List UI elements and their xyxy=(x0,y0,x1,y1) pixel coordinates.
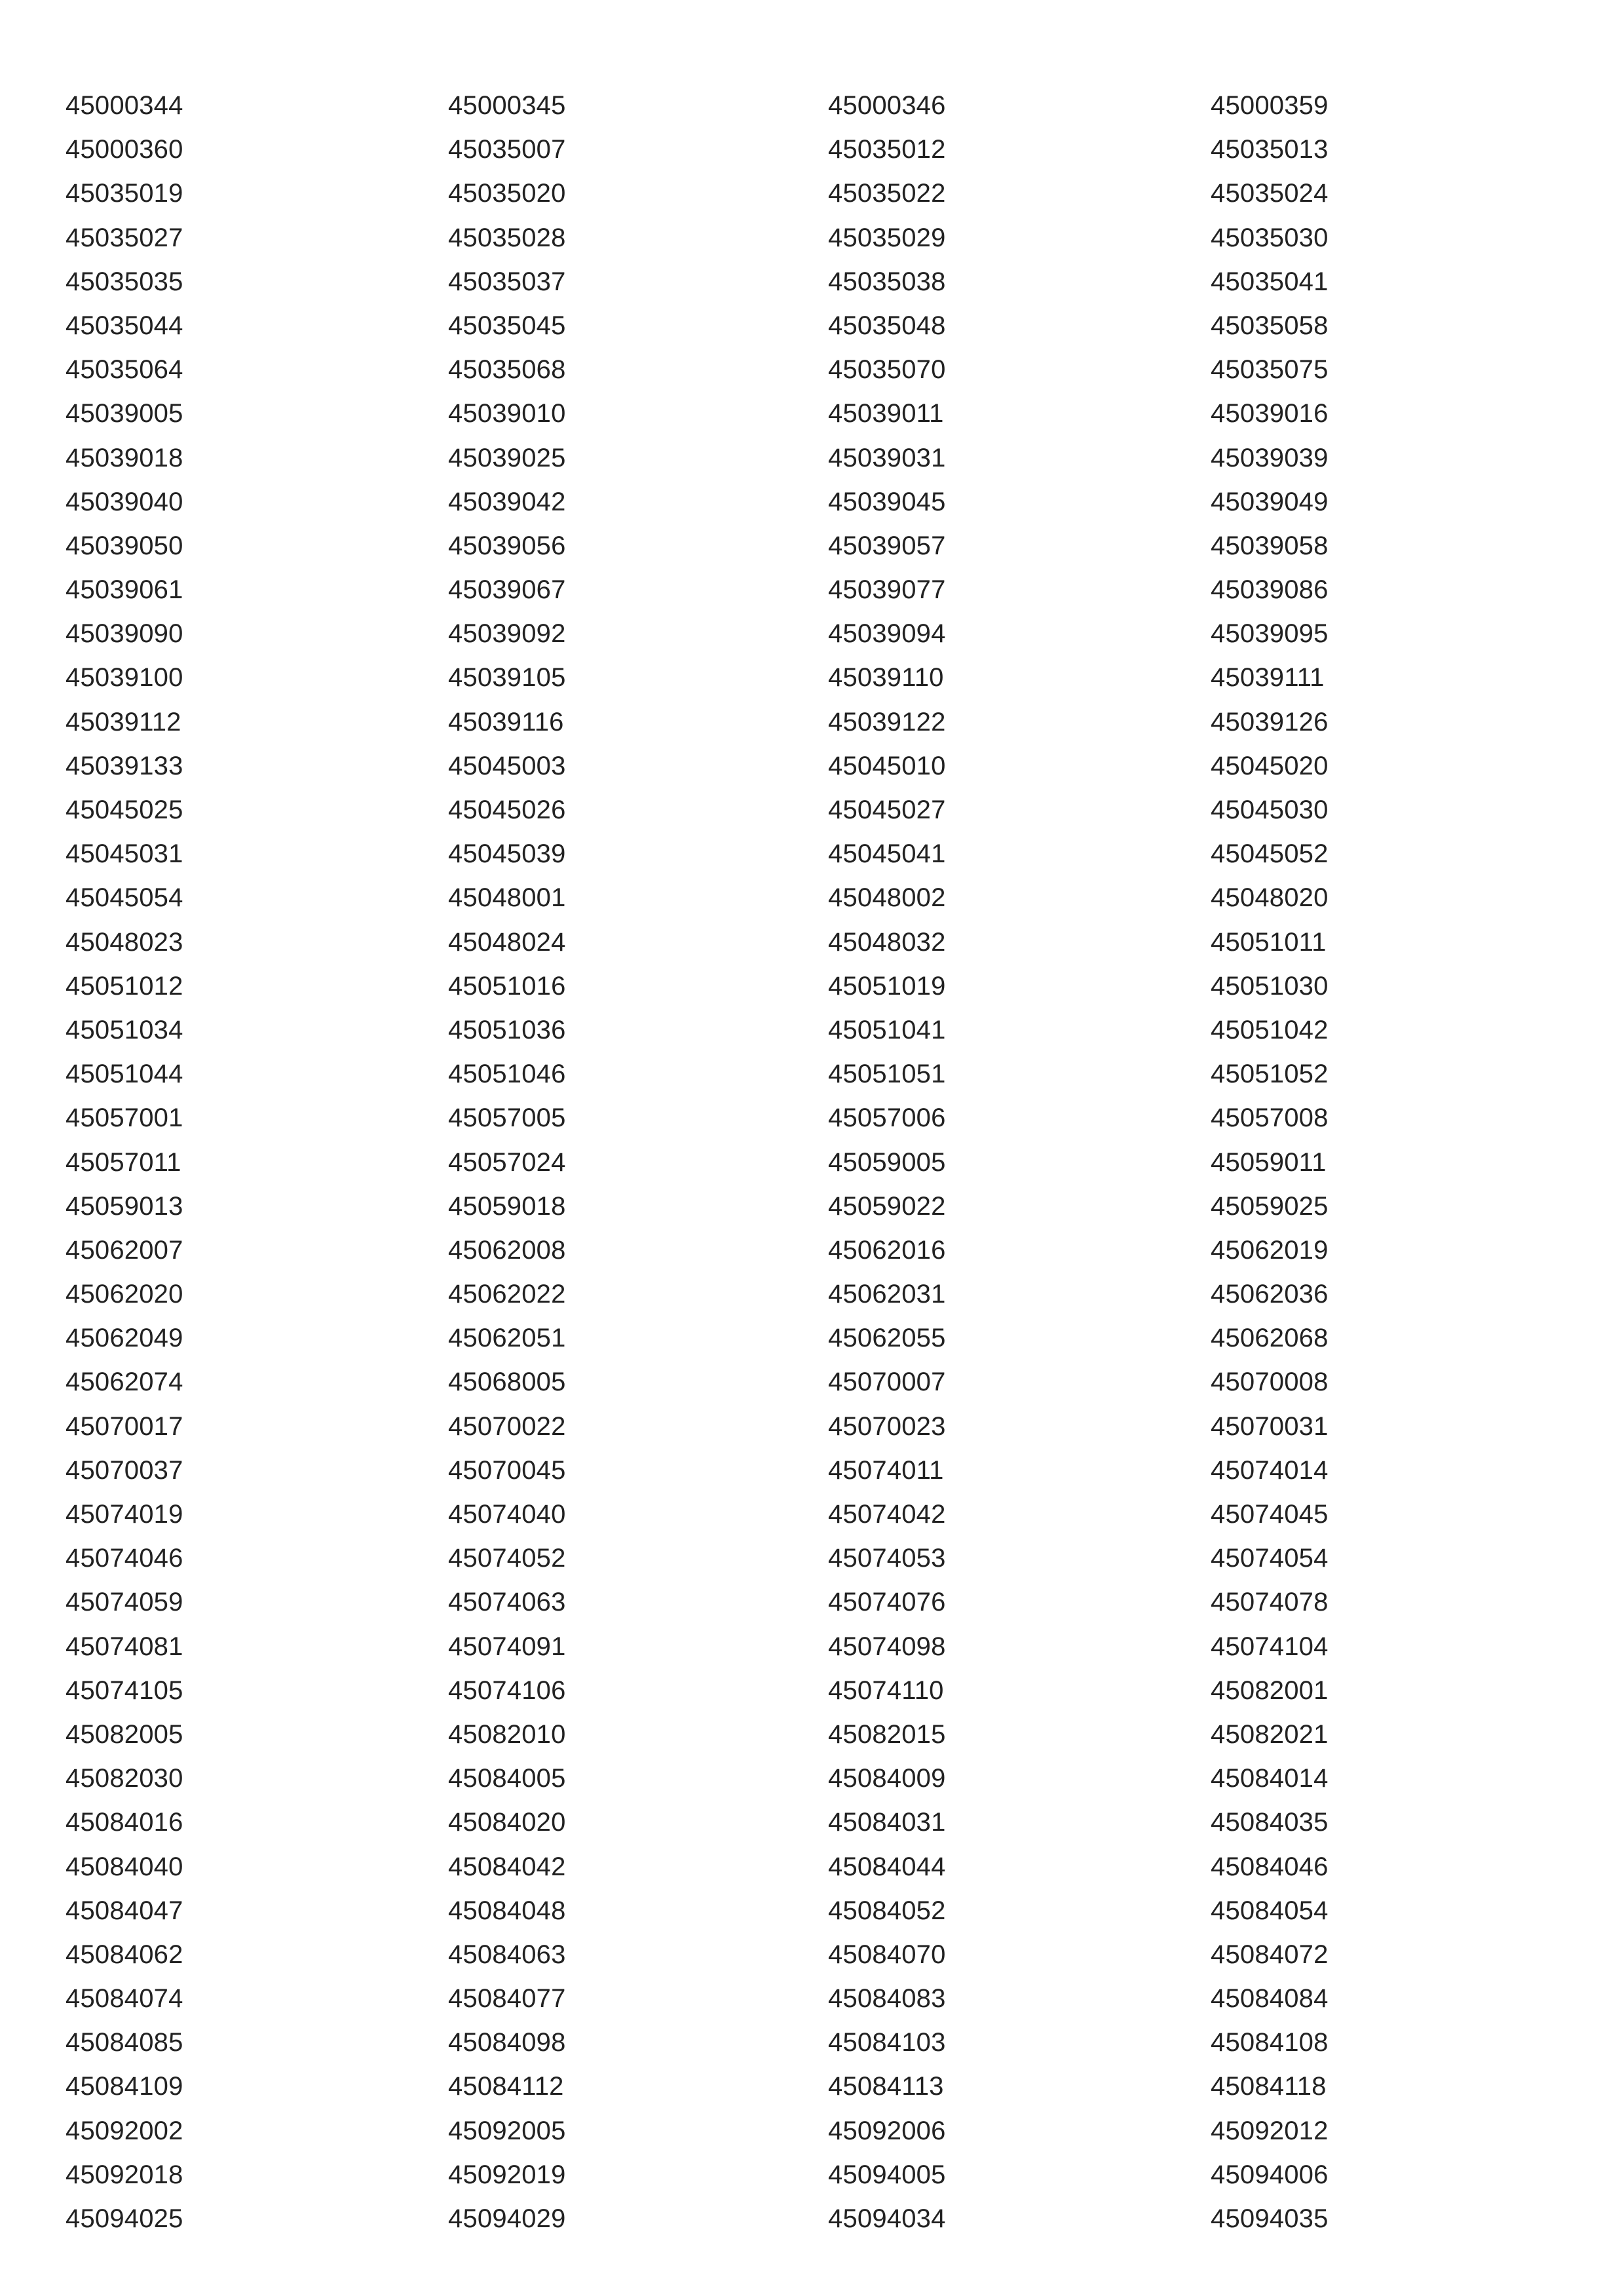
code-row xyxy=(66,1801,1572,1845)
code-cell: 45074046 xyxy=(66,1544,183,1573)
code-cell: 45074052 xyxy=(448,1544,566,1573)
code-cell: 45074104 xyxy=(1211,1632,1329,1661)
code-cell: 45035075 xyxy=(1211,355,1329,385)
code-cell: 45074063 xyxy=(448,1588,566,1617)
code-cell: 45039042 xyxy=(448,487,566,516)
code-cell: 45045026 xyxy=(448,795,566,824)
code-cell: 45039045 xyxy=(828,487,946,516)
code-cell: 45062055 xyxy=(828,1324,946,1353)
code-cell: 45074106 xyxy=(448,1675,566,1705)
code-row xyxy=(66,2109,1572,2153)
code-cell: 45084005 xyxy=(448,1764,566,1793)
code-row xyxy=(66,1580,1572,1624)
code-cell: 45094025 xyxy=(66,2204,183,2233)
code-cell: 45084054 xyxy=(1211,1896,1329,1925)
code-row xyxy=(66,304,1572,348)
code-cell: 45074091 xyxy=(448,1632,566,1661)
code-cell: 45084098 xyxy=(448,2028,566,2057)
code-cell: 45092005 xyxy=(448,2116,566,2145)
code-cell: 45074019 xyxy=(66,1500,183,1529)
code-cell: 45057011 xyxy=(66,1147,181,1177)
code-cell: 45059013 xyxy=(66,1191,183,1221)
code-cell: 45000360 xyxy=(66,135,183,164)
code-row xyxy=(66,1625,1572,1669)
code-cell: 45035012 xyxy=(828,135,946,164)
code-cell: 45084113 xyxy=(828,2072,944,2101)
code-row xyxy=(66,832,1572,876)
code-cell: 45000345 xyxy=(448,91,566,120)
code-row xyxy=(66,2065,1572,2109)
code-cell: 45000359 xyxy=(1211,91,1329,120)
code-cell: 45084062 xyxy=(66,1940,183,1969)
code-cell: 45035044 xyxy=(66,311,183,340)
code-cell: 45039039 xyxy=(1211,443,1329,472)
code-cell: 45074078 xyxy=(1211,1588,1329,1617)
code-cell: 45082005 xyxy=(66,1719,183,1749)
code-cell: 45070031 xyxy=(1211,1411,1329,1441)
code-cell: 45084072 xyxy=(1211,1940,1329,1969)
code-cell: 45045030 xyxy=(1211,795,1329,824)
code-row xyxy=(66,1229,1572,1272)
code-row xyxy=(66,84,1572,128)
code-cell: 45092012 xyxy=(1211,2116,1329,2145)
code-cell: 45062007 xyxy=(66,1235,183,1265)
code-cell: 45039050 xyxy=(66,531,183,560)
code-cell: 45074076 xyxy=(828,1588,946,1617)
code-cell: 45039058 xyxy=(1211,531,1329,560)
code-cell: 45084112 xyxy=(448,2072,564,2101)
code-row xyxy=(66,436,1572,480)
code-cell: 45092018 xyxy=(66,2160,183,2189)
code-cell: 45084084 xyxy=(1211,1984,1329,2014)
code-cell: 45039031 xyxy=(828,443,946,472)
code-cell: 45059025 xyxy=(1211,1191,1329,1221)
code-cell: 45092019 xyxy=(448,2160,566,2189)
code-cell: 45045054 xyxy=(66,883,183,913)
code-cell: 45062036 xyxy=(1211,1280,1329,1309)
code-cell: 45051011 xyxy=(1211,927,1327,957)
code-cell: 45000344 xyxy=(66,91,183,120)
code-cell: 45062031 xyxy=(828,1280,946,1309)
code-row xyxy=(66,2021,1572,2065)
code-cell: 45082015 xyxy=(828,1719,946,1749)
code-cell: 45048024 xyxy=(448,927,566,957)
code-cell: 45062049 xyxy=(66,1324,183,1353)
code-row xyxy=(66,2197,1572,2241)
code-row xyxy=(66,524,1572,568)
code-cell: 45048002 xyxy=(828,883,946,913)
code-cell: 45045052 xyxy=(1211,839,1329,869)
code-row xyxy=(66,1977,1572,2021)
code-row xyxy=(66,480,1572,524)
code-cell: 45084085 xyxy=(66,2028,183,2057)
code-cell: 45048032 xyxy=(828,927,946,957)
code-cell: 45068005 xyxy=(448,1368,566,1397)
code-cell: 45035048 xyxy=(828,311,946,340)
code-cell: 45084031 xyxy=(828,1808,946,1837)
code-cell: 45045041 xyxy=(828,839,946,869)
code-cell: 45059018 xyxy=(448,1191,566,1221)
code-row xyxy=(66,128,1572,172)
code-cell: 45051030 xyxy=(1211,971,1329,1001)
code-cell: 45070007 xyxy=(828,1368,946,1397)
code-cell: 45062051 xyxy=(448,1324,566,1353)
code-cell: 45039095 xyxy=(1211,619,1329,649)
code-cell: 45074059 xyxy=(66,1588,183,1617)
code-cell: 45035045 xyxy=(448,311,566,340)
code-cell: 45035041 xyxy=(1211,267,1329,296)
code-cell: 45062074 xyxy=(66,1368,183,1397)
code-cell: 45070037 xyxy=(66,1455,183,1485)
code-cell: 45074054 xyxy=(1211,1544,1329,1573)
code-cell: 45035013 xyxy=(1211,135,1329,164)
code-cell: 45084083 xyxy=(828,1984,946,2014)
code-cell: 45094005 xyxy=(828,2160,946,2189)
code-cell: 45082030 xyxy=(66,1764,183,1793)
code-cell: 45084044 xyxy=(828,1852,946,1881)
code-cell: 45000346 xyxy=(828,91,946,120)
code-cell: 45084109 xyxy=(66,2072,183,2101)
code-cell: 45062016 xyxy=(828,1235,946,1265)
code-cell: 45057024 xyxy=(448,1147,566,1177)
code-cell: 45084103 xyxy=(828,2028,946,2057)
code-cell: 45051019 xyxy=(828,971,946,1001)
code-row xyxy=(66,1889,1572,1933)
code-cell: 45084020 xyxy=(448,1808,566,1837)
code-cell: 45039110 xyxy=(828,663,944,693)
code-cell: 45039100 xyxy=(66,663,183,693)
code-cell: 45035068 xyxy=(448,355,566,385)
code-cell: 45070008 xyxy=(1211,1368,1329,1397)
code-cell: 45035029 xyxy=(828,223,946,252)
code-cell: 45039086 xyxy=(1211,575,1329,605)
code-cell: 45082010 xyxy=(448,1719,566,1749)
code-cell: 45084040 xyxy=(66,1852,183,1881)
code-cell: 45070023 xyxy=(828,1411,946,1441)
code-row xyxy=(66,1052,1572,1096)
code-cell: 45045031 xyxy=(66,839,183,869)
code-row xyxy=(66,656,1572,700)
code-cell: 45051036 xyxy=(448,1015,566,1044)
code-cell: 45084108 xyxy=(1211,2028,1329,2057)
code-cell: 45082001 xyxy=(1211,1675,1329,1705)
code-cell: 45039040 xyxy=(66,487,183,516)
code-row xyxy=(66,1537,1572,1580)
code-row xyxy=(66,1360,1572,1404)
code-cell: 45039049 xyxy=(1211,487,1329,516)
code-cell: 45094029 xyxy=(448,2204,566,2233)
code-cell: 45039105 xyxy=(448,663,566,693)
code-cell: 45039092 xyxy=(448,619,566,649)
code-row xyxy=(66,1933,1572,1977)
code-cell: 45057006 xyxy=(828,1103,946,1133)
code-cell: 45048020 xyxy=(1211,883,1329,913)
code-cell: 45039077 xyxy=(828,575,946,605)
code-cell: 45057001 xyxy=(66,1103,183,1133)
code-cell: 45051052 xyxy=(1211,1060,1329,1089)
code-cell: 45070045 xyxy=(448,1455,566,1485)
code-cell: 45035070 xyxy=(828,355,946,385)
code-cell: 45035038 xyxy=(828,267,946,296)
code-cell: 45074045 xyxy=(1211,1500,1329,1529)
code-cell: 45094034 xyxy=(828,2204,946,2233)
code-cell: 45039067 xyxy=(448,575,566,605)
code-cell: 45039111 xyxy=(1211,663,1325,693)
code-cell: 45084070 xyxy=(828,1940,946,1969)
code-cell: 45039112 xyxy=(66,707,181,737)
code-row xyxy=(66,1316,1572,1360)
code-cell: 45051012 xyxy=(66,971,183,1001)
code-cell: 45039061 xyxy=(66,575,183,605)
code-cell: 45039090 xyxy=(66,619,183,649)
code-cell: 45057005 xyxy=(448,1103,566,1133)
code-cell: 45045010 xyxy=(828,751,946,780)
code-cell: 45084118 xyxy=(1211,2072,1327,2101)
code-cell: 45035024 xyxy=(1211,179,1329,208)
code-cell: 45084063 xyxy=(448,1940,566,1969)
code-row xyxy=(66,216,1572,260)
code-row xyxy=(66,700,1572,744)
code-cell: 45045027 xyxy=(828,795,946,824)
code-row xyxy=(66,1272,1572,1316)
code-cell: 45039025 xyxy=(448,443,566,472)
code-cell: 45094006 xyxy=(1211,2160,1329,2189)
code-cell: 45045020 xyxy=(1211,751,1329,780)
code-cell: 45035019 xyxy=(66,179,183,208)
code-cell: 45035007 xyxy=(448,135,566,164)
code-row xyxy=(66,1185,1572,1229)
code-row xyxy=(66,1405,1572,1449)
code-row xyxy=(66,612,1572,656)
code-cell: 45084016 xyxy=(66,1808,183,1837)
code-cell: 45074110 xyxy=(828,1675,944,1705)
code-cell: 45092002 xyxy=(66,2116,183,2145)
code-row xyxy=(66,1493,1572,1537)
code-cell: 45074042 xyxy=(828,1500,946,1529)
code-cell: 45039011 xyxy=(828,399,944,429)
code-row xyxy=(66,965,1572,1008)
code-cell: 45045003 xyxy=(448,751,566,780)
code-cell: 45035022 xyxy=(828,179,946,208)
code-cell: 45062020 xyxy=(66,1280,183,1309)
code-cell: 45035058 xyxy=(1211,311,1329,340)
code-row xyxy=(66,2153,1572,2197)
code-cell: 45051016 xyxy=(448,971,566,1001)
code-cell: 45059011 xyxy=(1211,1147,1327,1177)
code-cell: 45084074 xyxy=(66,1984,183,2014)
code-cell: 45051042 xyxy=(1211,1015,1329,1044)
code-row xyxy=(66,744,1572,788)
code-cell: 45074040 xyxy=(448,1500,566,1529)
code-cell: 45039094 xyxy=(828,619,946,649)
code-cell: 45039056 xyxy=(448,531,566,560)
code-cell: 45074098 xyxy=(828,1632,946,1661)
code-cell: 45048001 xyxy=(448,883,566,913)
code-cell: 45035037 xyxy=(448,267,566,296)
code-cell: 45039018 xyxy=(66,443,183,472)
code-row xyxy=(66,1008,1572,1052)
code-row xyxy=(66,568,1572,612)
code-cell: 45051044 xyxy=(66,1060,183,1089)
code-cell: 45084052 xyxy=(828,1896,946,1925)
code-row xyxy=(66,1845,1572,1889)
code-cell: 45084046 xyxy=(1211,1852,1329,1881)
code-cell: 45051041 xyxy=(828,1015,946,1044)
code-row xyxy=(66,392,1572,436)
code-cell: 45051034 xyxy=(66,1015,183,1044)
code-row xyxy=(66,1096,1572,1140)
code-cell: 45074053 xyxy=(828,1544,946,1573)
code-cell: 45039116 xyxy=(448,707,564,737)
code-row xyxy=(66,1141,1572,1185)
code-cell: 45084035 xyxy=(1211,1808,1329,1837)
code-cell: 45062008 xyxy=(448,1235,566,1265)
code-cell: 45035030 xyxy=(1211,223,1329,252)
code-cell: 45092006 xyxy=(828,2116,946,2145)
code-row xyxy=(66,788,1572,832)
code-cell: 45084077 xyxy=(448,1984,566,2014)
code-cell: 45057008 xyxy=(1211,1103,1329,1133)
code-row xyxy=(66,1757,1572,1801)
code-cell: 45084048 xyxy=(448,1896,566,1925)
code-cell: 45035020 xyxy=(448,179,566,208)
code-row xyxy=(66,260,1572,304)
code-row xyxy=(66,172,1572,216)
code-list xyxy=(66,84,1572,2241)
code-cell: 45039010 xyxy=(448,399,566,429)
code-cell: 45045025 xyxy=(66,795,183,824)
code-cell: 45059022 xyxy=(828,1191,946,1221)
code-cell: 45084047 xyxy=(66,1896,183,1925)
code-cell: 45035064 xyxy=(66,355,183,385)
code-cell: 45084014 xyxy=(1211,1764,1329,1793)
code-cell: 45074105 xyxy=(66,1675,183,1705)
code-cell: 45051046 xyxy=(448,1060,566,1089)
code-cell: 45039126 xyxy=(1211,707,1329,737)
code-cell: 45062019 xyxy=(1211,1235,1329,1265)
code-cell: 45039057 xyxy=(828,531,946,560)
code-cell: 45074011 xyxy=(828,1455,944,1485)
code-cell: 45035035 xyxy=(66,267,183,296)
code-cell: 45039005 xyxy=(66,399,183,429)
code-cell: 45094035 xyxy=(1211,2204,1329,2233)
code-row xyxy=(66,876,1572,920)
code-cell: 45074081 xyxy=(66,1632,183,1661)
code-cell: 45084009 xyxy=(828,1764,946,1793)
code-cell: 45082021 xyxy=(1211,1719,1329,1749)
code-cell: 45062022 xyxy=(448,1280,566,1309)
code-row xyxy=(66,348,1572,392)
code-cell: 45045039 xyxy=(448,839,566,869)
code-cell: 45039133 xyxy=(66,751,183,780)
code-row xyxy=(66,921,1572,965)
code-cell: 45051051 xyxy=(828,1060,946,1089)
code-cell: 45039122 xyxy=(828,707,946,737)
code-row xyxy=(66,1449,1572,1493)
code-cell: 45039016 xyxy=(1211,399,1329,429)
code-cell: 45074014 xyxy=(1211,1455,1329,1485)
code-cell: 45035028 xyxy=(448,223,566,252)
code-cell: 45070022 xyxy=(448,1411,566,1441)
code-cell: 45070017 xyxy=(66,1411,183,1441)
code-row xyxy=(66,1713,1572,1757)
code-cell: 45084042 xyxy=(448,1852,566,1881)
code-row xyxy=(66,1669,1572,1713)
code-cell: 45048023 xyxy=(66,927,183,957)
code-cell: 45062068 xyxy=(1211,1324,1329,1353)
code-cell: 45035027 xyxy=(66,223,183,252)
code-cell: 45059005 xyxy=(828,1147,946,1177)
